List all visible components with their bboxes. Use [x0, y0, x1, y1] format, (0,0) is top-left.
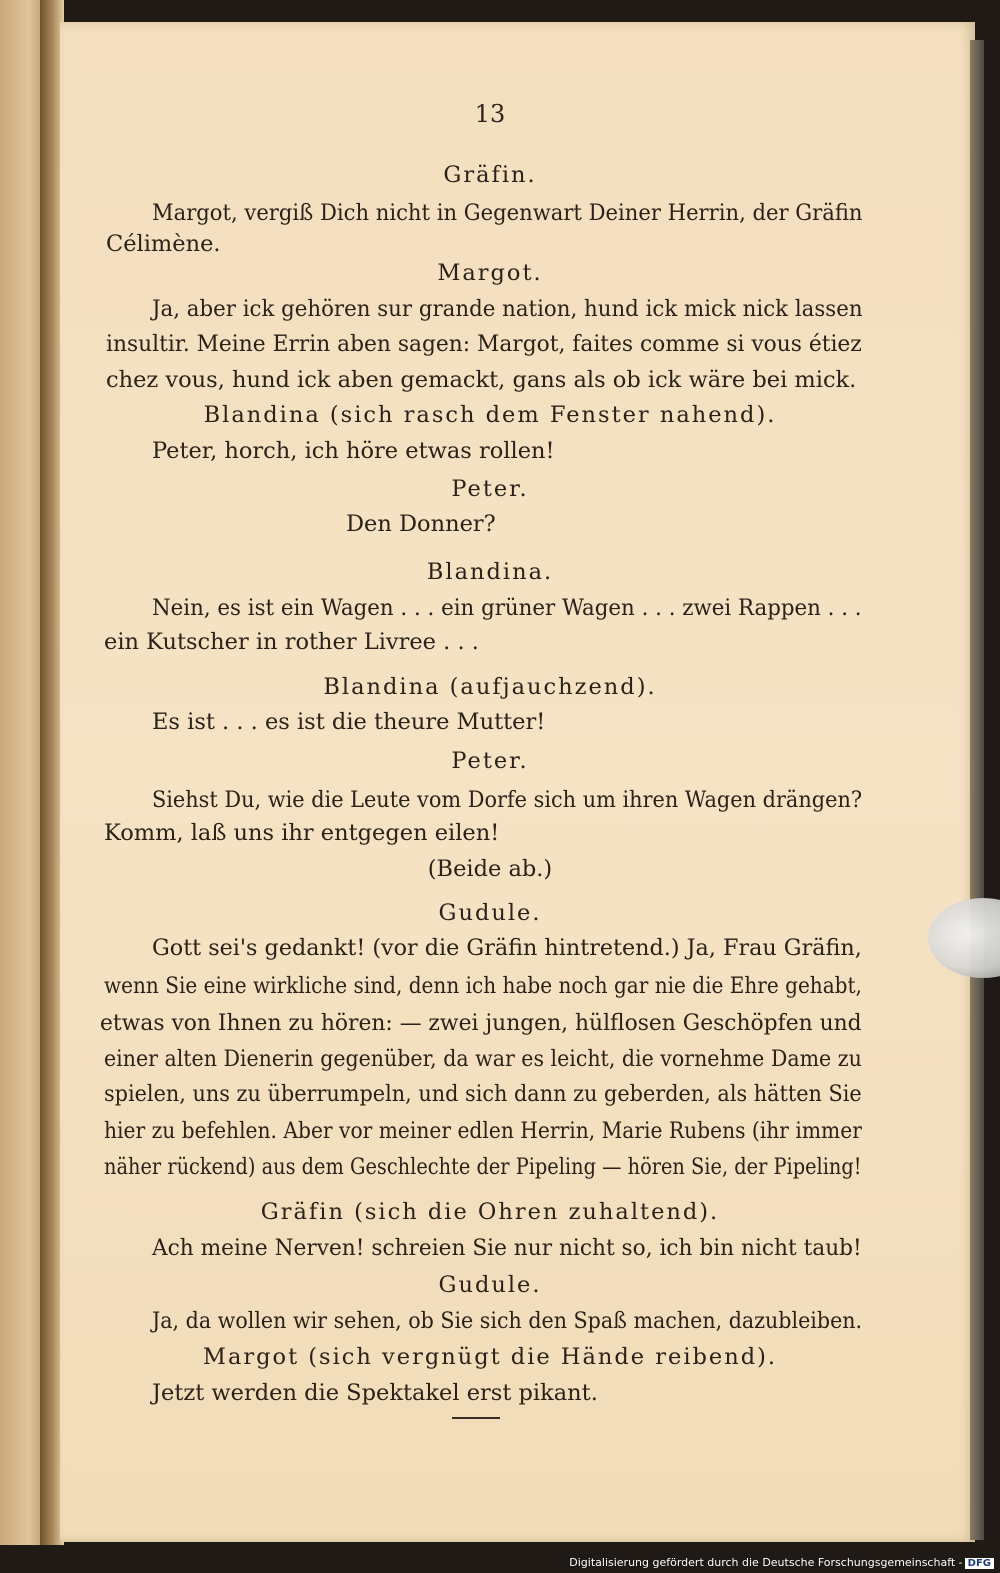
stage-direction-heading: Gräfin (sich die Ohren zuhaltend). [260, 1199, 720, 1225]
speaker-heading: Blandina. [426, 559, 554, 585]
speaker-heading: Gräfin. [443, 162, 537, 188]
text-line: Siehst Du, wie die Leute vom Dorfe sich um ihren Wagen drängen? [152, 787, 863, 813]
stage-direction: (Beide ab.) [427, 856, 553, 882]
text-line: Margot, vergiß Dich nicht in Gegenwart Deiner Herrin, der Gräfin [152, 200, 863, 226]
speaker-heading: Gudule. [438, 900, 542, 926]
text-line: insultir. Meine Errin aben sagen: Margot, faites comme si vous étiez [106, 331, 862, 357]
text-line: Célimène. [106, 231, 221, 257]
stage-direction-heading: Blandina (sich rasch dem Fenster nahend). [203, 402, 777, 428]
digitization-credit [569, 1556, 994, 1569]
stage-direction-heading: Margot (sich vergnügt die Hände reibend). [202, 1344, 778, 1370]
text-line: näher rückend) aus dem Geschlechte der Pipeling — hören Sie, der Pipeling! [104, 1154, 862, 1180]
page-number: 13 [474, 100, 506, 128]
speaker-heading: Peter. [451, 748, 529, 774]
text-line: ein Kutscher in rother Livree . . . [104, 629, 479, 655]
text-line: Es ist . . . es ist die theure Mutter! [152, 709, 546, 735]
text-line: Komm, laß uns ihr entgegen eilen! [104, 820, 500, 846]
text-line: Ach meine Nerven! schreien Sie nur nicht so, ich bin nicht taub! [152, 1235, 862, 1261]
text-line: Ja, aber ick gehören sur grande nation, hund ick mick nick lassen [152, 296, 863, 322]
text-line: etwas von Ihnen zu hören: — zwei jungen, hülflosen Geschöpfen und [100, 1010, 862, 1036]
text-line: einer alten Dienerin gegenüber, da war es leicht, die vornehme Dame zu [104, 1046, 862, 1072]
text-line: Gott sei's gedankt! (vor die Gräfin hintretend.) Ja, Frau Gräfin, [152, 935, 862, 961]
text-line: wenn Sie eine wirkliche sind, denn ich habe noch gar nie die Ehre gehabt, [104, 973, 862, 999]
text-line: Den Donner? [346, 511, 496, 537]
speaker-heading: Gudule. [438, 1272, 542, 1298]
text-line: Nein, es ist ein Wagen . . . ein grüner Wagen . . . zwei Rappen . . . [152, 595, 862, 621]
speaker-heading: Peter. [451, 476, 529, 502]
text-line: Jetzt werden die Spektakel erst pikant. [152, 1380, 598, 1406]
speaker-heading: Margot. [437, 260, 543, 286]
stage-direction-heading: Blandina (aufjauchzend). [323, 674, 657, 700]
credit-text: Digitalisierung gefördert durch die Deutsche Forschungsgemeinschaft - [569, 1556, 963, 1569]
text-line: Ja, da wollen wir sehen, ob Sie sich den Spaß machen, dazubleiben. [152, 1308, 863, 1334]
text-line: hier zu befehlen. Aber vor meiner edlen Herrin, Marie Rubens (ihr immer [104, 1118, 862, 1144]
text-line: chez vous, hund ick aben gemackt, gans als ob ick wäre bei mick. [106, 367, 857, 393]
text-line: spielen, uns zu überrumpeln, und sich dann zu geberden, als hätten Sie [104, 1081, 862, 1107]
text-line: Peter, horch, ich höre etwas rollen! [152, 438, 555, 464]
dfg-logo: DFG [965, 1558, 994, 1569]
closing-rule [452, 1417, 500, 1419]
